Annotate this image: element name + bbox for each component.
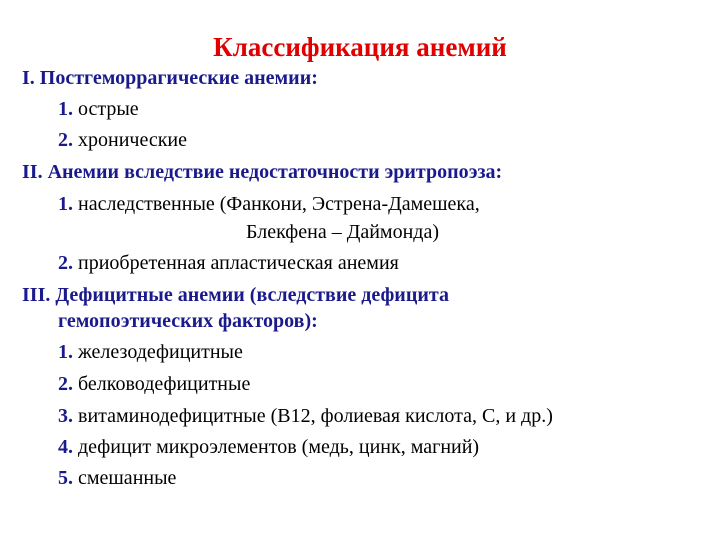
section-heading: III. Дефицитные анемии (вследствие дефицита <box>22 284 449 306</box>
list-item <box>58 404 553 428</box>
list-item <box>58 372 250 396</box>
list-item <box>58 192 480 216</box>
list-item <box>58 97 139 121</box>
list-item <box>58 128 187 152</box>
item-text: железодефицитные <box>78 341 243 363</box>
section-heading: II. Анемии вследствие недостаточности эритропоэза: <box>22 161 503 183</box>
slide-title: Классификация анемий <box>213 32 507 62</box>
item-number: 1. <box>58 341 73 363</box>
item-number: 1. <box>58 98 73 120</box>
list-item <box>58 251 399 275</box>
item-text: острые <box>78 98 139 120</box>
item-number: 2. <box>58 252 73 274</box>
item-number: 2. <box>58 373 73 395</box>
list-item <box>58 466 176 490</box>
item-number: 3. <box>58 405 73 427</box>
item-text: наследственные (Фанкони, Эстрена-Дамешека, <box>78 193 480 215</box>
item-text: витаминодефицитные (В12, фолиевая кислота, С, и др.) <box>78 405 553 427</box>
item-text: смешанные <box>78 467 177 489</box>
list-item <box>58 435 479 459</box>
item-number: 5. <box>58 467 73 489</box>
item-text: дефицит микроэлементов (медь, цинк, магний) <box>78 436 480 458</box>
item-text: приобретенная апластическая анемия <box>78 252 399 274</box>
section-heading-continuation: гемопоэтических факторов): <box>58 310 318 332</box>
item-text: хронические <box>78 129 188 151</box>
item-number: 1. <box>58 193 73 215</box>
item-number: 2. <box>58 129 73 151</box>
item-text-continuation: Блекфена – Даймонда) <box>246 221 440 243</box>
item-number: 4. <box>58 436 73 458</box>
section-heading: I. Постгеморрагические анемии: <box>22 67 318 89</box>
item-text: белководефицитные <box>78 373 251 395</box>
list-item <box>58 340 243 364</box>
